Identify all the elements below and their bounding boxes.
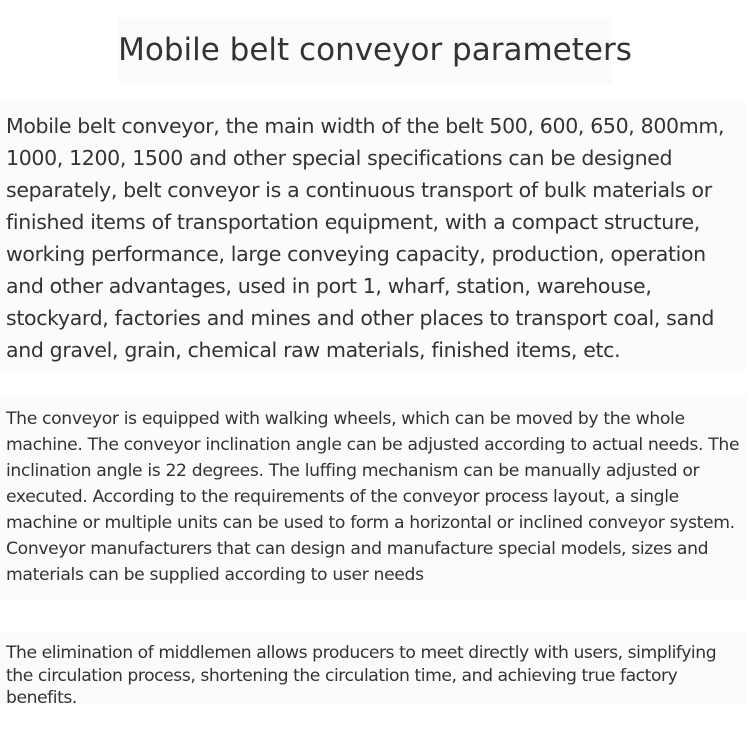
paragraph-factory-benefits: The elimination of middlemen allows producers to meet directly with users, simplifying the circulation process, shortening the circulation time, and achieving true factory benefits. — [6, 643, 717, 708]
paragraph-belt-widths: Mobile belt conveyor, the main width of the belt 500, 600, 650, 800mm, 1000, 1200, 1500 and other special specifications can be designed separately, belt conveyor is a continuous transport of bulk materials or finished items of transportation equipment, with a compact structure, working performance, large conveying capacity, production, operation and other advantages, used in port 1, wharf, station, warehouse, stockyard, factories and mines and other places to transport coal, sand and gravel, grain, chemical raw materials, finished items, etc. — [6, 114, 725, 362]
page-title: Mobile belt conveyor parameters — [118, 32, 632, 68]
paragraph-walking-wheels: The conveyor is equipped with walking wheels, which can be moved by the whole machine. The conveyor inclination angle can be adjusted according to actual needs. The inclination angle is 22 degrees. The luffing mechanism can be manually adjusted or executed. According to the requirements of the conveyor process layout, a single machine or multiple units can be used to form a horizontal or inclined conveyor system. Conveyor manufacturers that can design and manufacture special models, sizes and materials can be supplied according to user needs — [6, 409, 740, 585]
